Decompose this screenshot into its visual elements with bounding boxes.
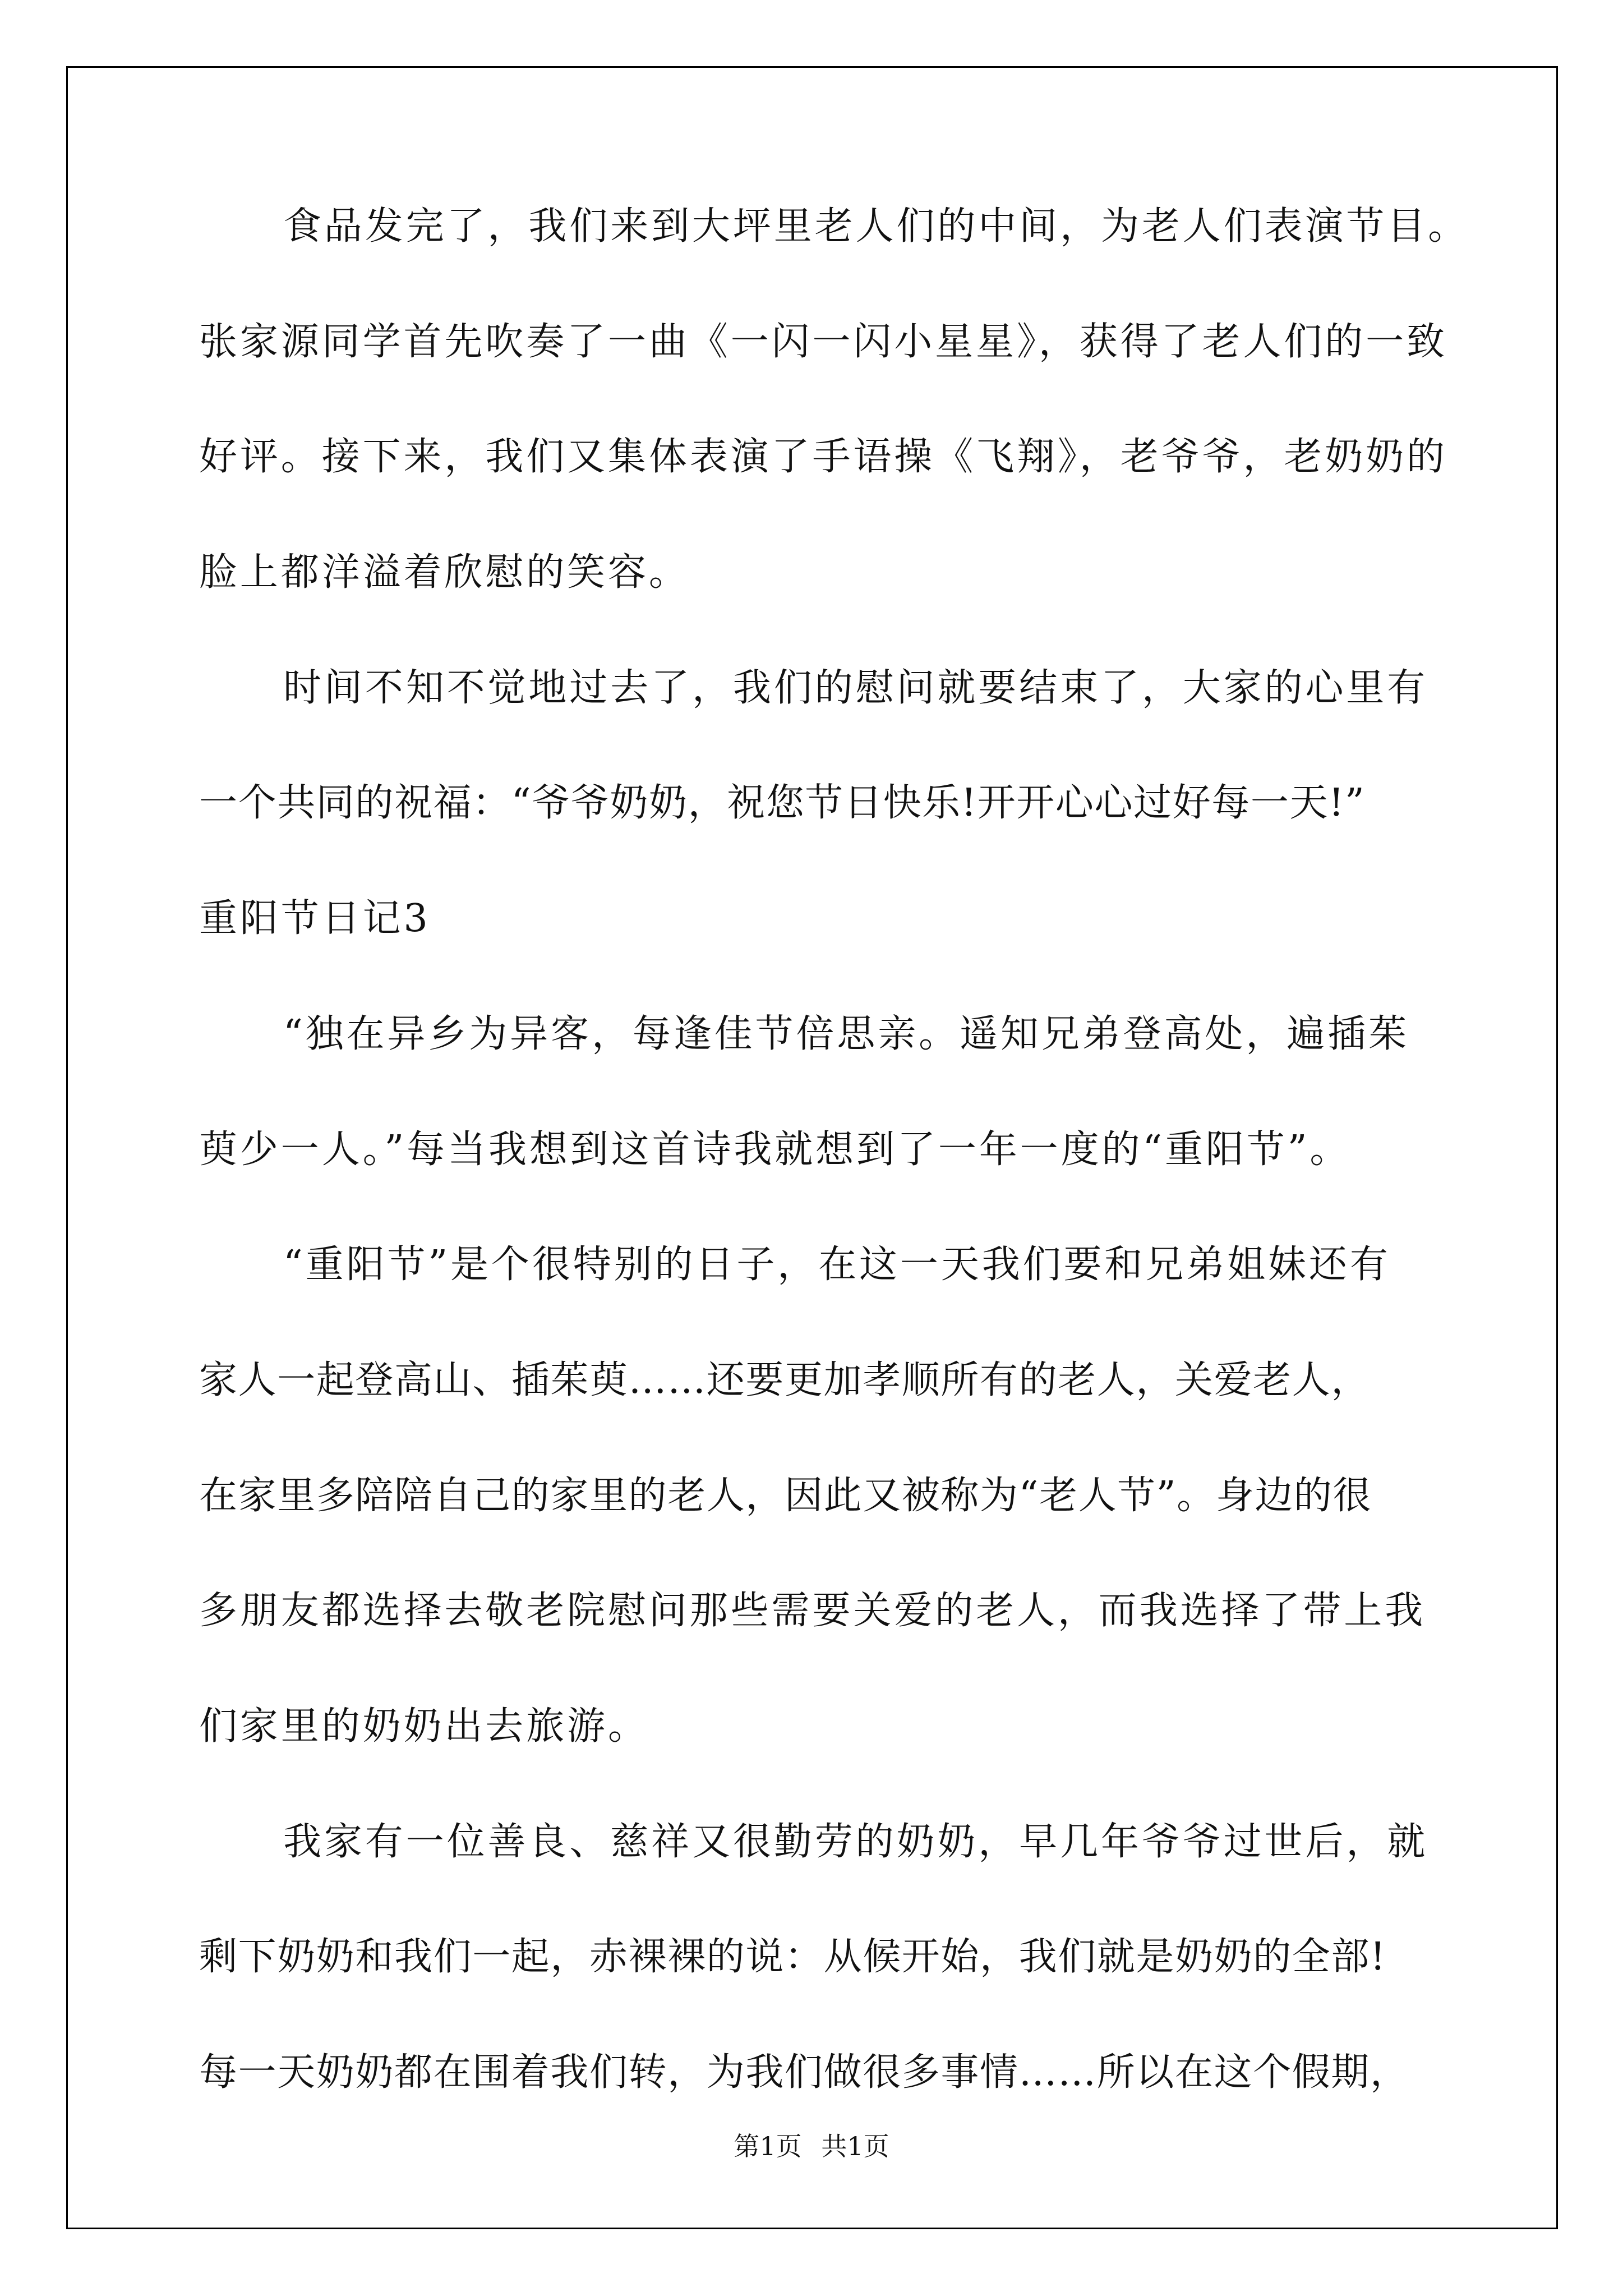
text-line: 一个共同的祝福：“爷爷奶奶，祝您节日快乐!开开心心过好每一天!”: [199, 781, 1366, 826]
text-line: 食品发完了，我们来到大坪里老人们的中间，为老人们表演节目。: [283, 204, 1469, 249]
text-line: 我家有一位善良、慈祥又很勤劳的奶奶，早几年爷爷过世后，就: [283, 1819, 1428, 1864]
text-line: 在家里多陪陪自己的家里的老人，因此又被称为“老人节”。身边的很: [199, 1473, 1372, 1518]
text-line: 张家源同学首先吹奏了一曲《一闪一闪小星星》，获得了老人们的一致: [199, 319, 1447, 364]
page-footer: [0, 2126, 1623, 2163]
document-body: [199, 204, 1469, 2169]
text-line: 脸上都洋溢着欣慰的笑容。: [199, 550, 690, 595]
page-number: 第1页: [734, 2131, 802, 2161]
text-line: 时间不知不觉地过去了，我们的慰问就要结束了，大家的心里有: [283, 665, 1428, 710]
text-line: 好评。接下来，我们又集体表演了手语操《飞翔》，老爷爷，老奶奶的: [199, 435, 1447, 480]
text-line: 家人一起登高山、插茱萸……还要更加孝顺所有的老人，关爱老人，: [199, 1358, 1371, 1402]
text-line: 剩下奶奶和我们一起，赤裸裸的说：从候开始，我们就是奶奶的全部!: [199, 1935, 1386, 1980]
text-line: “重阳节”是个很特别的日子，在这一天我们要和兄弟姐妹还有: [283, 1243, 1391, 1287]
text-line: “独在异乡为异客，每逢佳节倍思亲。遥知兄弟登高处，遍插茱: [283, 1011, 1409, 1056]
text-line: 多朋友都选择去敬老院慰问那些需要关爱的老人，而我选择了带上我: [199, 1589, 1426, 1634]
text-line: 每一天奶奶都在围着我们转，为我们做很多事情……所以在这个假期，: [199, 2050, 1409, 2095]
text-line: 们家里的奶奶出去旅游。: [199, 1704, 649, 1749]
page-total: 共1页: [821, 2131, 889, 2161]
section-heading: 重阳节日记3: [199, 896, 431, 941]
text-line: 萸少一人。”每当我想到这首诗我就想到了一年一度的“重阳节”。: [199, 1127, 1351, 1172]
